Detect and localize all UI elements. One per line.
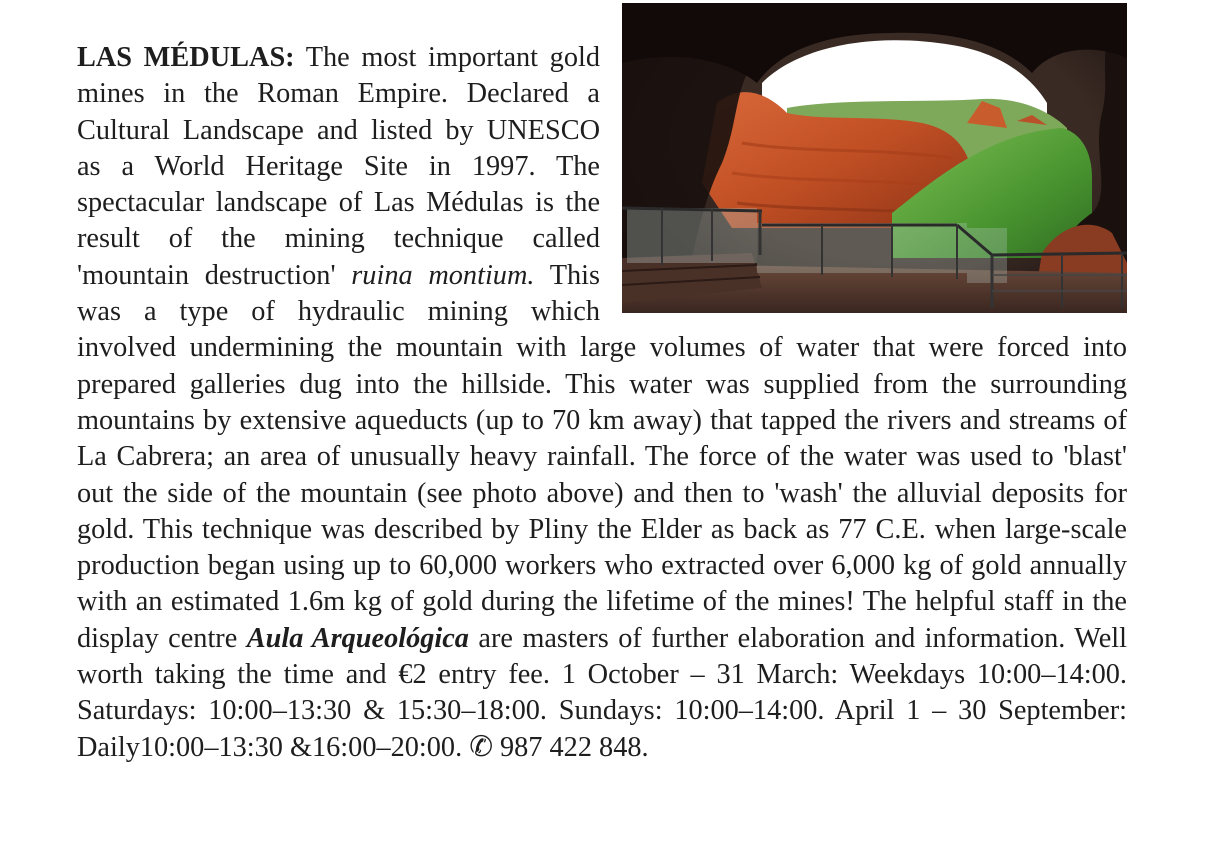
article-text-part-3: are masters of further elaboration and information. Well worth taking the time and €2 entry fee. 1 October – 31 March: Weekdays 10:00–14:00. Saturdays: 10:00–13:30 & 15:30–18:00. Sundays: 10:00–14:00. April 1 – 30 September: Daily10:00–13:30 &16:00–20:00.: [77, 622, 1127, 763]
las-medulas-photo: [622, 3, 1127, 313]
article-text-part-1: The most important gold mines in the Roman Empire. Declared a Cultural Landscape and listed by UNESCO as a World Heritage Site in 1997. The spectacular landscape of Las Médulas is the result of the mining technique called 'mountain destruction': [77, 42, 600, 291]
article-text-part-2: This was a type of hydraulic mining which involved undermining the mountain with large volumes of water that were forced into prepared galleries dug into the hillside. This water was supplied from the surrounding mountains by extensive aqueducts (up to 70 km away) that tapped the rivers and streams of La Cabrera; an area of unusually heavy rainfall. The force of the water was used to 'blast' out the side of the mountain (see photo above) and then to 'wash' the alluvial deposits for gold. This technique was described by Pliny the Elder as back as 77 C.E. when large-scale production began using up to 60,000 workers who extracted over 6,000 kg of gold annually with an estimated 1.6m kg of gold during the lifetime of the mines! The helpful staff in the display centre: [77, 259, 1127, 654]
phone-number: 987 422 848.: [492, 731, 649, 763]
technique-term: ruina montium.: [351, 259, 535, 291]
article-title: LAS MÉDULAS:: [77, 42, 295, 73]
phone-icon: ✆: [469, 731, 493, 763]
display-centre-name: Aula Arqueológica: [246, 622, 469, 654]
article-body: [77, 40, 1127, 766]
